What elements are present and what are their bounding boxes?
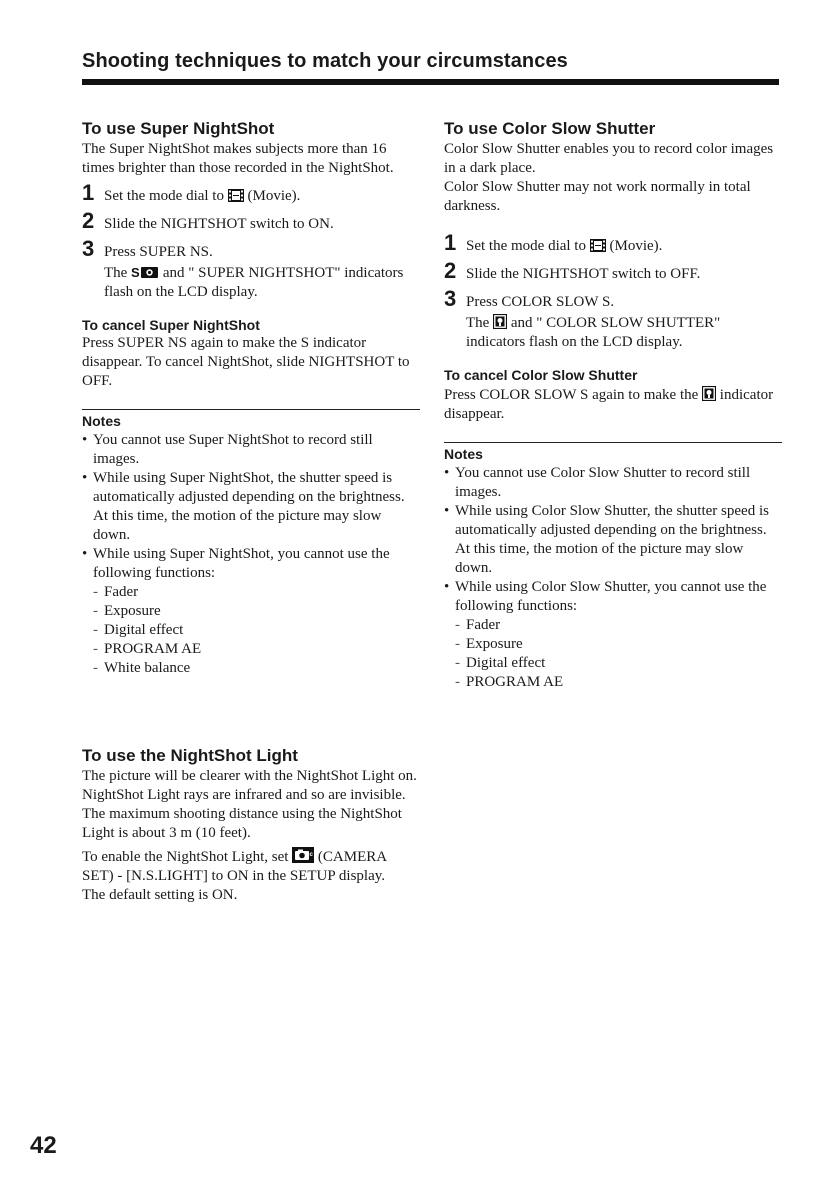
super-nightshot-title: To use Super NightShot <box>82 119 275 138</box>
list-item: • You cannot use Super NightShot to record still images. <box>82 431 420 469</box>
color-slow-shutter-icon <box>702 386 716 401</box>
list-item: - PROGRAM AE <box>93 640 420 659</box>
color-slow-shutter-title: To use Color Slow Shutter <box>444 119 656 138</box>
svg-text:c: c <box>309 852 314 858</box>
step-number: 1 <box>444 230 457 255</box>
color-slow-shutter-note: Color Slow Shutter may not work normally in total darkness. <box>444 179 751 214</box>
super-nightshot-intro: The Super NightShot makes subjects more than 16 times brighter than those recorded in the NightShot. <box>82 141 394 176</box>
super-nightshot-step-3 <box>82 238 420 262</box>
step-text: Press SUPER NS. <box>104 244 213 260</box>
notes-list <box>444 464 782 692</box>
list-item: • While using Super NightShot, the shutter speed is automatically adjusted depending on the brightness. At this time, the motion of the picture may slow down. <box>82 469 420 545</box>
list-item: - Fader <box>93 583 420 602</box>
list-item: - Digital effect <box>93 621 420 640</box>
paragraph-text: To enable the NightShot Light, set <box>82 849 289 865</box>
color-slow-step-2 <box>444 260 782 284</box>
step-text: Press COLOR SLOW S. <box>466 294 615 310</box>
super-nightshot-icon <box>131 266 159 279</box>
cancel-color-slow-title: To cancel Color Slow Shutter <box>444 367 638 383</box>
functions-list <box>93 583 420 678</box>
cancel-super-nightshot-text: Press SUPER NS again to make the S indicator disappear. To cancel NightShot, slide NIGHTSHOT to OFF. <box>82 335 410 389</box>
notes-title: Notes <box>444 446 483 462</box>
color-slow-step-1 <box>444 232 782 256</box>
list-item <box>82 545 420 678</box>
step-number: 2 <box>444 258 457 283</box>
detail-text: The <box>466 315 490 331</box>
nightshot-light-p3 <box>82 847 420 886</box>
nightshot-light-section <box>82 745 420 905</box>
list-item: - White balance <box>93 659 420 678</box>
list-item: - Exposure <box>93 602 420 621</box>
list-item-text: While using Color Slow Shutter, you cannot use the following functions: <box>455 579 767 614</box>
camera-set-icon <box>292 847 314 863</box>
color-slow-shutter-icon <box>493 314 507 329</box>
step-text: Set the mode dial to <box>104 188 224 204</box>
step-number: 3 <box>82 236 95 261</box>
list-item-text: While using Super NightShot, you cannot use the following functions: <box>93 546 390 581</box>
color-slow-shutter-intro: Color Slow Shutter enables you to record color images in a dark place. <box>444 141 774 176</box>
nightshot-light-p1: The picture will be clearer with the NightShot Light on. <box>82 768 417 784</box>
paragraph-text: (CAMERA SET) - [N.S.LIGHT] to ON in the SETUP display. <box>82 849 387 884</box>
detail-text: and " COLOR SLOW SHUTTER" indicators flash on the LCD display. <box>466 315 721 350</box>
color-slow-step-3 <box>444 288 782 312</box>
notes-title: Notes <box>82 413 121 429</box>
list-item: • You cannot use Color Slow Shutter to record still images. <box>444 464 782 502</box>
notes-list <box>82 431 420 678</box>
step-text: (Movie). <box>247 188 301 204</box>
step-number: 2 <box>82 208 95 233</box>
cancel-super-nightshot-title: To cancel Super NightShot <box>82 317 260 333</box>
color-slow-step-3-detail <box>466 314 782 352</box>
list-item: - PROGRAM AE <box>455 673 782 692</box>
super-nightshot-step-2 <box>82 210 420 234</box>
list-item: - Exposure <box>455 635 782 654</box>
super-nightshot-step-1 <box>82 182 420 206</box>
cancel-text: Press COLOR SLOW S again to make the <box>444 387 699 403</box>
step-text: Set the mode dial to <box>466 238 586 254</box>
super-nightshot-step-3-detail <box>104 264 420 302</box>
step-text: (Movie). <box>609 238 663 254</box>
notes-divider <box>82 409 420 410</box>
movie-film-icon <box>228 189 244 202</box>
title-rule <box>82 79 779 85</box>
cancel-color-slow-text <box>444 386 782 424</box>
step-text: Slide the NIGHTSHOT switch to ON. <box>104 216 334 232</box>
page-number: 42 <box>30 1132 57 1159</box>
color-slow-shutter-section <box>444 118 782 692</box>
nightshot-light-p2: NightShot Light rays are infrared and so are invisible. The maximum shooting distance using the NightShot Light is about 3 m (10 feet). <box>82 787 406 841</box>
list-item: - Fader <box>455 616 782 635</box>
cancel-text: indicator disappear. <box>444 387 774 422</box>
detail-text: and " SUPER NIGHTSHOT" indicators flash on the LCD display. <box>104 265 404 300</box>
svg-text:S: S <box>131 266 140 279</box>
notes-divider <box>444 442 782 443</box>
detail-text: The <box>104 265 128 281</box>
nightshot-light-title: To use the NightShot Light <box>82 746 298 765</box>
list-item <box>444 578 782 692</box>
step-number: 1 <box>82 180 95 205</box>
list-item: - Digital effect <box>455 654 782 673</box>
movie-film-icon <box>590 239 606 252</box>
super-nightshot-section <box>82 118 420 678</box>
functions-list <box>455 616 782 692</box>
step-text: Slide the NIGHTSHOT switch to OFF. <box>466 266 701 282</box>
step-number: 3 <box>444 286 457 311</box>
nightshot-light-p4: The default setting is ON. <box>82 887 238 903</box>
list-item: • While using Color Slow Shutter, the shutter speed is automatically adjusted depending on the brightness. At this time, the motion of the picture may slow down. <box>444 502 782 578</box>
page-title: Shooting techniques to match your circumstances <box>82 50 568 72</box>
